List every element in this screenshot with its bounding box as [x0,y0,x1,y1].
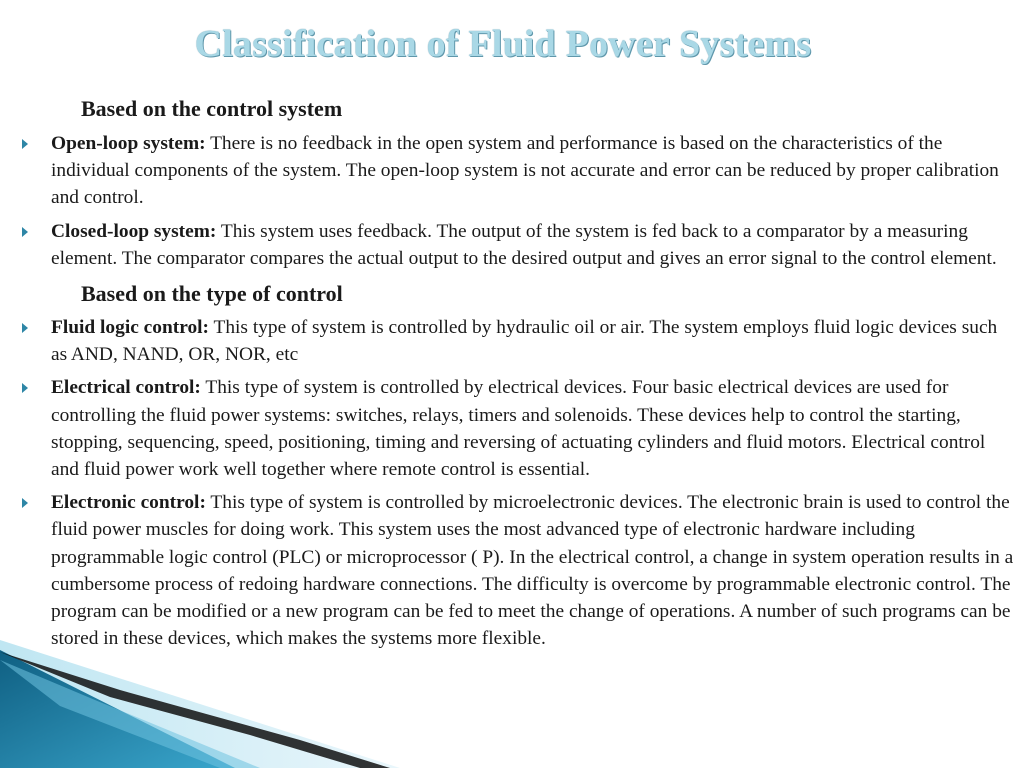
list-item-electronic [51,489,1015,652]
item-term: Electronic control: [51,492,206,514]
item-text: This type of system is controlled by microelectronic devices. The electronic brain is used to control the fluid power muscles for doing work. This system uses the most advanced type of electronic hardware including programmable logic control (PLC) or microprocessor ( P). In the electrical control, a change in system operation results in a cumbersome process of redoing hardware connections. The difficulty is overcome by programmable electronic control. The program can be modified or a new program can be fed to meet the change of operations. A number of such programs can be stored in these devices, which makes the systems more flexible. [51,492,1014,650]
section-heading-type-of-control: Based on the type of control [81,281,343,307]
item-text: This system uses feedback. The output of the system is fed back to a comparator by a measuring element. The comparator compares the actual output to the desired output and gives an error signal to the control element. [51,220,997,269]
list-item-fluid-logic [51,314,1015,368]
slide-title: Classification of Fluid Power Systems [194,23,812,65]
slide-body [0,94,1024,658]
item-term: Open-loop system: [51,133,206,154]
bullet-arrow-icon [22,139,28,149]
item-text: This type of system is controlled by hydraulic oil or air. The system employs fluid logic devices such as AND, NAND, OR, NOR, etc [51,317,998,366]
list-item-closed-loop [51,218,1015,272]
bullet-arrow-icon [22,498,28,508]
item-text: There is no feedback in the open system and performance is based on the characteristics of the individual components of the system. The open-loop system is not accurate and error can be reduced by proper calibration and control. [51,133,999,209]
bullet-arrow-icon [22,227,28,237]
item-term: Closed-loop system: [51,220,217,242]
item-text: This type of system is controlled by electrical devices. Four basic electrical devices are used for controlling the fluid power systems: switches, relays, timers and solenoids. These devices help to control the starting, stopping, sequencing, speed, positioning, timing and reversing of actuating cylinders and fluid motors. Electrical control and fluid power work well together where remote control is essential. [51,377,986,481]
section-heading-control-system: Based on the control system [81,96,343,121]
bullet-arrow-icon [22,383,28,393]
list-item-electrical [51,374,1015,483]
list-item-open-loop [51,130,1015,212]
bullet-arrow-icon [22,323,28,333]
item-term: Fluid logic control: [51,317,209,339]
item-term: Electrical control: [51,377,201,399]
